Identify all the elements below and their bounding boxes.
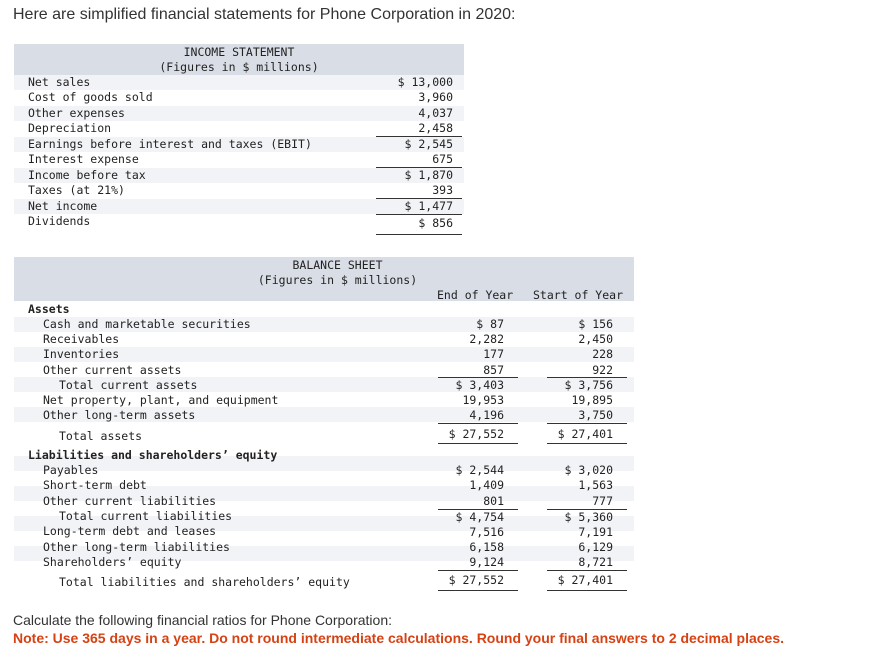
is-value: $ 2,545 (404, 137, 453, 151)
bs-label: Net property, plant, and equipment (43, 393, 279, 407)
underline (438, 423, 518, 424)
is-label: Cost of goods sold (28, 90, 153, 104)
is-label: Earnings before interest and taxes (EBIT) (28, 137, 312, 151)
bs-start-value: $ 3,756 (564, 378, 613, 392)
underline (547, 443, 627, 444)
underline (547, 570, 627, 571)
bs-label: Shareholders’ equity (43, 555, 182, 569)
assets-heading: Assets (28, 302, 70, 316)
question-text: Calculate the following financial ratios for Phone Corporation: (13, 612, 392, 628)
bs-end-value: 6,158 (469, 540, 504, 554)
underline (547, 590, 627, 591)
bs-label: Total current assets (59, 378, 198, 392)
bs-start-value: 922 (592, 363, 613, 377)
note-text: Note: Use 365 days in a year. Do not round intermediate calculations. Round your final answers to 2 decimal places. (13, 630, 784, 646)
is-value: $ 13,000 (397, 75, 453, 89)
bs-label: Other current assets (43, 363, 182, 377)
bs-start-value: $ 3,020 (564, 463, 613, 477)
bs-label: Total current liabilities (59, 509, 233, 523)
income-statement-subtitle: (Figures in $ millions) (159, 60, 319, 74)
bs-label: Other long-term assets (43, 408, 196, 422)
bs-end-value: 19,953 (462, 393, 504, 407)
bs-start-value: 19,895 (571, 393, 613, 407)
is-label: Dividends (28, 214, 91, 228)
bs-label: Receivables (43, 332, 120, 346)
is-label: Net income (28, 199, 98, 213)
underline (376, 234, 462, 235)
bs-start-value: 777 (592, 494, 613, 508)
bs-start-value: $ 5,360 (564, 510, 613, 524)
is-value: $ 1,870 (404, 168, 453, 182)
is-label: Depreciation (28, 121, 112, 135)
bs-label: Other current liabilities (43, 494, 217, 508)
is-value: 393 (432, 183, 453, 197)
is-label: Other expenses (28, 106, 125, 120)
is-value: $ 856 (418, 216, 453, 230)
is-label: Net sales (28, 75, 91, 89)
bs-label: Cash and marketable securities (43, 317, 251, 331)
col-start-of-year: Start of Year (533, 288, 624, 302)
bs-start-value: $ 27,401 (557, 427, 613, 441)
bs-end-value: $ 4,754 (455, 510, 504, 524)
bs-end-value: $ 2,544 (455, 463, 504, 477)
bs-start-value: $ 27,401 (557, 573, 613, 587)
bs-end-value: $ 27,552 (448, 427, 504, 441)
bs-start-value: 3,750 (578, 408, 613, 422)
bs-end-value: 801 (483, 494, 504, 508)
bs-start-value: 6,129 (578, 540, 613, 554)
bs-label: Total liabilities and shareholders’ equity (59, 575, 350, 589)
bs-end-value: 9,124 (469, 555, 504, 569)
bs-end-value: 1,409 (469, 478, 504, 492)
bs-label: Payables (43, 463, 99, 477)
balance-sheet-subtitle: (Figures in $ millions) (257, 273, 418, 287)
underline (438, 570, 518, 571)
bs-label: Other long-term liabilities (43, 540, 230, 554)
bs-end-value: 177 (483, 347, 504, 361)
is-value: 2,458 (418, 121, 453, 135)
bs-end-value: $ 27,552 (448, 573, 504, 587)
is-value: 4,037 (418, 106, 453, 120)
liabilities-heading: Liabilities and shareholders’ equity (28, 448, 278, 462)
bs-label: Long-term debt and leases (43, 524, 217, 538)
bs-label: Total assets (59, 429, 143, 443)
income-statement (14, 44, 464, 230)
bs-label: Inventories (43, 347, 120, 361)
underline (376, 214, 462, 215)
underline (547, 423, 627, 424)
intro-text: Here are simplified financial statements for Phone Corporation in 2020: (13, 6, 516, 23)
bs-end-value: $ 3,403 (455, 378, 504, 392)
income-statement-title: INCOME STATEMENT (183, 45, 295, 59)
is-value: 3,960 (418, 90, 453, 104)
bs-start-value: $ 156 (578, 317, 613, 331)
is-value: $ 1,477 (404, 199, 453, 213)
bs-end-value: 857 (483, 363, 504, 377)
is-label: Interest expense (28, 152, 139, 166)
bs-start-value: 8,721 (578, 555, 613, 569)
bs-start-value: 228 (592, 347, 613, 361)
bs-label: Short-term debt (43, 478, 147, 492)
underline (438, 443, 518, 444)
bs-start-value: 7,191 (578, 525, 613, 539)
is-value: 675 (432, 152, 453, 166)
bs-end-value: 4,196 (469, 408, 504, 422)
bs-end-value: $ 87 (476, 317, 504, 331)
balance-sheet-title: BALANCE SHEET (292, 258, 383, 272)
col-end-of-year: End of Year (437, 288, 514, 302)
bs-end-value: 2,282 (469, 332, 504, 346)
is-label: Taxes (at 21%) (28, 183, 125, 197)
underline (438, 590, 518, 591)
bs-start-value: 2,450 (578, 332, 613, 346)
bs-end-value: 7,516 (469, 525, 504, 539)
bs-start-value: 1,563 (578, 478, 613, 492)
is-label: Income before tax (28, 168, 146, 182)
